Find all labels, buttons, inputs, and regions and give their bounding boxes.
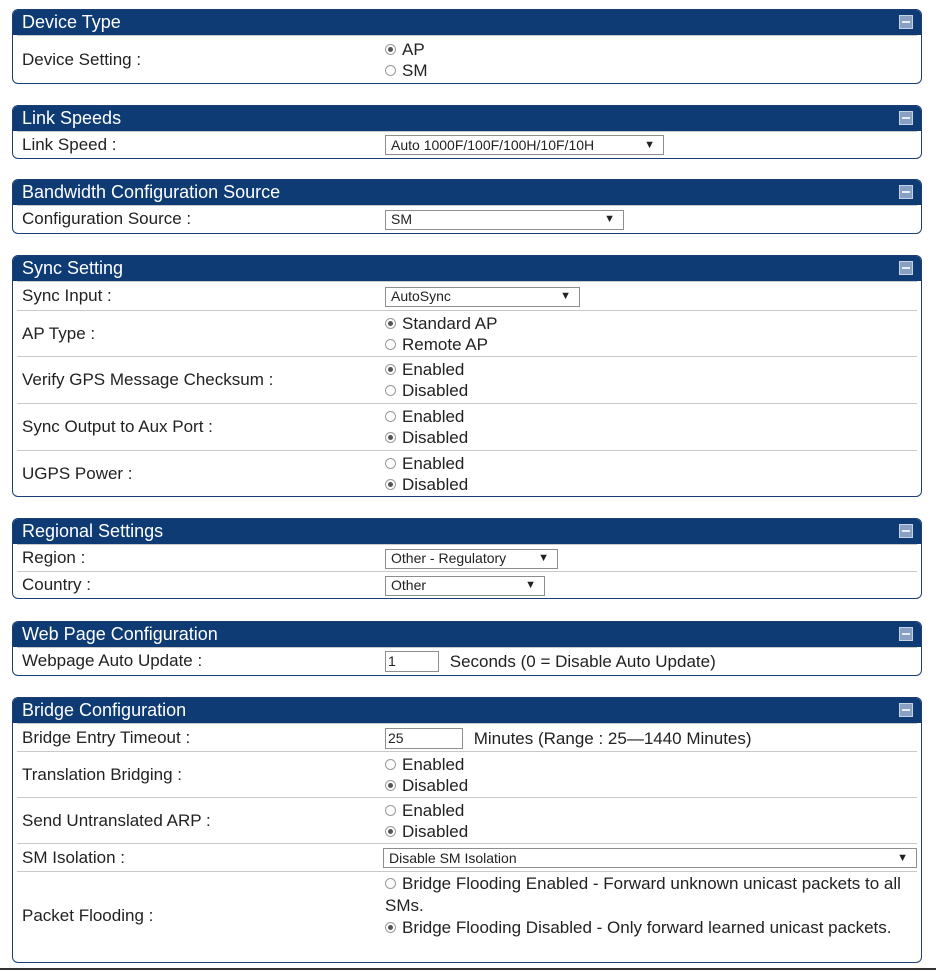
row-translation-bridging (17, 751, 917, 797)
field-label: Verify GPS Message Checksum : (22, 370, 274, 389)
field-label: Configuration Source : (22, 209, 192, 228)
radio-flooding-enabled[interactable]: Bridge Flooding Enabled - Forward unknown unicast packets to all SMs. (385, 874, 901, 915)
row-ap-type (17, 310, 917, 356)
dropdown-arrow-icon: ▼ (644, 138, 655, 151)
field-label: Sync Output to Aux Port : (22, 417, 213, 436)
field-label: Device Setting : (22, 49, 142, 69)
panel-title: Link Speeds (22, 108, 122, 128)
radio-flooding-disabled[interactable]: Bridge Flooding Disabled - Only forward learned unicast packets. (385, 917, 917, 939)
entry-timeout-hint: Minutes (Range : 25—1440 Minutes) (473, 728, 752, 748)
radio-unselected-icon[interactable] (385, 339, 396, 350)
panel-title: Web Page Configuration (22, 624, 218, 644)
collapse-icon[interactable] (899, 703, 913, 717)
panel-device-type (12, 9, 922, 84)
radio-selected-icon[interactable] (385, 826, 396, 837)
panel-webpage-config (12, 621, 922, 676)
config-source-select[interactable]: SM ▼ (385, 210, 624, 230)
radio-unselected-icon[interactable] (385, 385, 396, 396)
radio-enabled[interactable]: Enabled (385, 754, 917, 775)
row-verify-gps (17, 356, 917, 403)
field-label: UGPS Power : (22, 463, 133, 483)
radio-unselected-icon[interactable] (385, 65, 396, 76)
panel-title: Sync Setting (22, 258, 124, 278)
radio-selected-icon[interactable] (385, 432, 396, 443)
radio-selected-icon[interactable] (385, 44, 396, 55)
field-label: Translation Bridging : (22, 764, 183, 784)
field-label: Country : (22, 575, 91, 594)
panel-title: Bridge Configuration (22, 700, 187, 720)
dropdown-arrow-icon: ▼ (604, 213, 615, 226)
panel-header (13, 698, 921, 723)
collapse-icon[interactable] (899, 627, 913, 641)
radio-standard-ap[interactable]: Standard AP (385, 313, 917, 334)
dropdown-arrow-icon: ▼ (538, 552, 549, 565)
panel-title: Device Type (22, 12, 121, 32)
dropdown-arrow-icon: ▼ (560, 290, 571, 303)
radio-disabled[interactable]: Disabled (385, 380, 917, 401)
radio-remote-ap[interactable]: Remote AP (385, 334, 917, 355)
collapse-icon[interactable] (899, 524, 913, 538)
radio-selected-icon[interactable] (385, 318, 396, 329)
link-speed-select[interactable]: Auto 1000F/100F/100H/10F/10H ▼ (385, 135, 664, 155)
radio-ap[interactable]: AP (385, 39, 917, 60)
field-label: Packet Flooding : (22, 906, 154, 925)
panel-header (13, 10, 921, 35)
panel-header (13, 622, 921, 647)
radio-selected-icon[interactable] (385, 922, 396, 933)
row-link-speed (17, 131, 917, 157)
field-label: Webpage Auto Update : (22, 651, 203, 670)
radio-selected-icon[interactable] (385, 364, 396, 375)
panel-header (13, 106, 921, 131)
field-label: Sync Input : (22, 286, 112, 305)
radio-enabled[interactable]: Enabled (385, 359, 917, 380)
radio-enabled[interactable]: Enabled (385, 406, 917, 427)
radio-unselected-icon[interactable] (385, 759, 396, 770)
entry-timeout-input[interactable]: 25 (385, 728, 463, 749)
row-config-source (17, 205, 917, 232)
row-ugps-power (17, 450, 917, 496)
panel-regional-settings (12, 518, 922, 599)
collapse-icon[interactable] (899, 261, 913, 275)
field-label: AP Type : (22, 323, 96, 343)
row-sm-isolation (17, 843, 917, 871)
panel-sync-setting (12, 255, 922, 497)
panel-header (13, 519, 921, 544)
bottom-divider (0, 968, 936, 970)
radio-unselected-icon[interactable] (385, 411, 396, 422)
sm-isolation-select[interactable]: Disable SM Isolation ▼ (383, 848, 917, 868)
radio-enabled[interactable]: Enabled (385, 453, 917, 474)
row-sync-output (17, 403, 917, 450)
field-label: Link Speed : (22, 134, 117, 154)
panel-header (13, 180, 921, 205)
row-untranslated-arp (17, 797, 917, 843)
panel-link-speeds (12, 105, 922, 159)
collapse-icon[interactable] (899, 185, 913, 199)
radio-enabled[interactable]: Enabled (385, 800, 917, 821)
field-label: Send Untranslated ARP : (22, 810, 211, 830)
row-sync-input (17, 281, 917, 310)
radio-disabled[interactable]: Disabled (385, 821, 917, 842)
radio-disabled[interactable]: Disabled (385, 775, 917, 796)
field-label: SM Isolation : (22, 847, 125, 867)
sync-input-select[interactable]: AutoSync ▼ (385, 287, 580, 307)
panel-bandwidth-config (12, 179, 922, 234)
row-packet-flooding (17, 871, 917, 960)
radio-selected-icon[interactable] (385, 780, 396, 791)
panel-title: Regional Settings (22, 521, 164, 541)
row-device-setting (17, 35, 917, 83)
radio-unselected-icon[interactable] (385, 805, 396, 816)
row-country (17, 571, 917, 598)
auto-update-hint: Seconds (0 = Disable Auto Update) (449, 652, 716, 671)
panel-title: Bandwidth Configuration Source (22, 182, 281, 202)
auto-update-input[interactable]: 1 (385, 651, 439, 672)
radio-sm[interactable]: SM (385, 60, 917, 81)
row-entry-timeout (17, 723, 917, 751)
panel-bridge-config (12, 697, 922, 963)
panel-header (13, 256, 921, 281)
row-region (17, 544, 917, 571)
row-auto-update (17, 647, 917, 674)
field-label: Bridge Entry Timeout : (22, 727, 191, 747)
radio-unselected-icon[interactable] (385, 458, 396, 469)
collapse-icon[interactable] (899, 15, 913, 29)
dropdown-arrow-icon: ▼ (897, 851, 908, 864)
region-select[interactable]: Other - Regulatory ▼ (385, 549, 558, 569)
dropdown-arrow-icon: ▼ (525, 579, 536, 592)
country-select[interactable]: Other ▼ (385, 576, 545, 596)
radio-unselected-icon[interactable] (385, 878, 396, 889)
collapse-icon[interactable] (899, 111, 913, 125)
field-label: Region : (22, 548, 86, 567)
radio-disabled[interactable]: Disabled (385, 427, 917, 448)
radio-disabled[interactable]: Disabled (385, 474, 917, 495)
radio-selected-icon[interactable] (385, 479, 396, 490)
